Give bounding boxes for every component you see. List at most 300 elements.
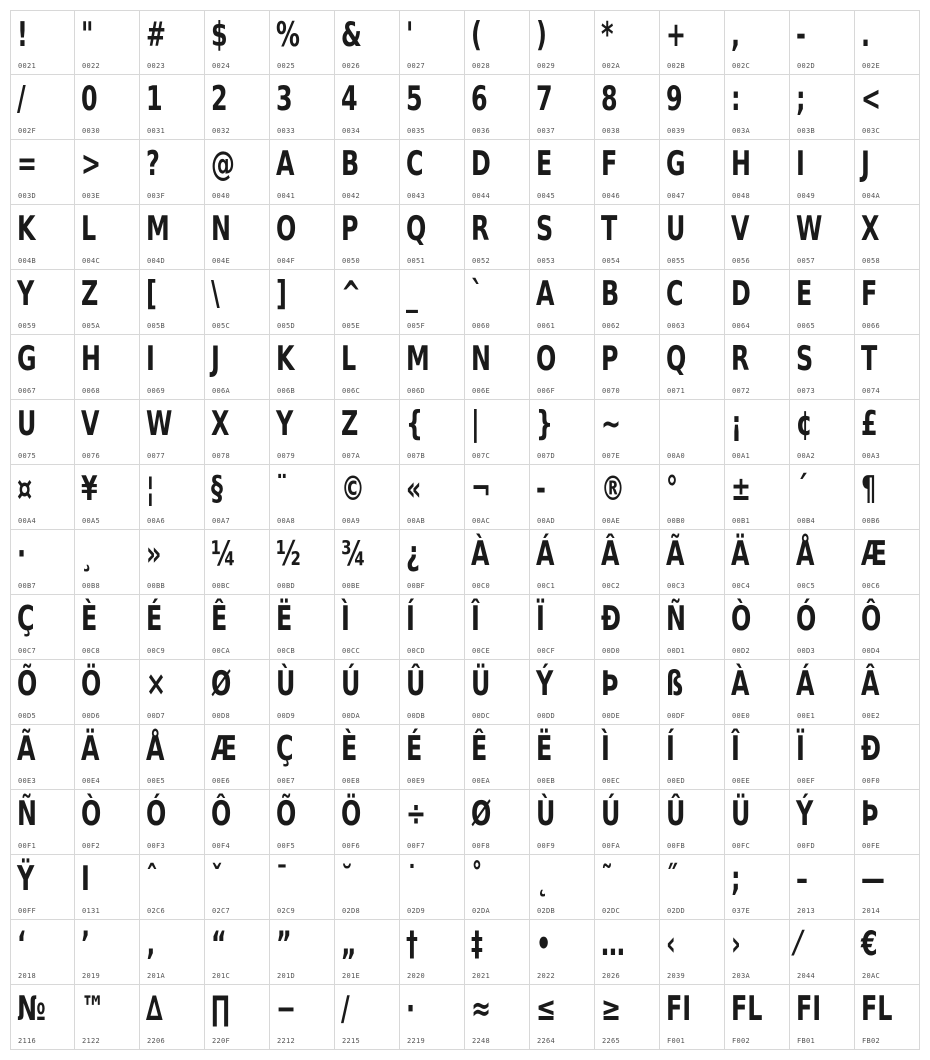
glyph-sample: » [146,534,162,574]
glyph-codepoint: 2212 [277,1037,296,1045]
glyph-cell [725,725,790,790]
glyph-codepoint: 00A9 [342,517,361,525]
glyph-cell [595,660,660,725]
glyph-cell [10,400,75,465]
glyph-codepoint: 00F1 [18,842,37,850]
glyph-codepoint: 00B0 [667,517,686,525]
glyph-sample: ¥ [81,469,98,509]
glyph-cell [140,10,205,75]
glyph-cell [270,530,335,595]
glyph-codepoint: 2018 [18,972,37,980]
glyph-sample: T [601,209,618,249]
glyph-sample: FI [796,989,822,1029]
glyph-sample: Ç [17,599,35,639]
glyph-codepoint: 0035 [407,127,426,135]
glyph-sample: J [211,339,220,379]
glyph-sample: 5 [406,79,423,119]
glyph-codepoint: 0060 [472,322,491,330]
glyph-codepoint: FB01 [797,1037,816,1045]
glyph-codepoint: 0024 [212,62,231,70]
glyph-cell [75,335,140,400]
glyph-cell [400,660,465,725]
glyph-codepoint: 037E [732,907,751,915]
glyph-sample: ¿ [406,534,420,574]
glyph-codepoint: 0041 [277,192,296,200]
glyph-cell [595,270,660,335]
glyph-codepoint: 0064 [732,322,751,330]
glyph-sample: Ø [211,664,232,704]
glyph-cell [725,920,790,985]
glyph-sample: P [601,339,619,379]
glyph-codepoint: 00C0 [472,582,491,590]
glyph-sample: F [601,144,618,184]
glyph-codepoint: 002E [862,62,881,70]
glyph-cell [205,140,270,205]
glyph-codepoint: 007A [342,452,361,460]
glyph-codepoint: 00C7 [18,647,37,655]
glyph-sample: J [861,144,870,184]
glyph-sample: , [731,15,741,55]
glyph-cell [140,855,205,920]
glyph-codepoint: 00FF [18,907,37,915]
glyph-cell [530,855,595,920]
glyph-codepoint: 0058 [862,257,881,265]
glyph-cell [790,920,855,985]
glyph-codepoint: 00BB [147,582,166,590]
glyph-cell [75,75,140,140]
glyph-codepoint: 2215 [342,1037,361,1045]
glyph-codepoint: 00DA [342,712,361,720]
glyph-codepoint: 0044 [472,192,491,200]
glyph-sample: ‹ [666,924,676,964]
glyph-codepoint: 006B [277,387,296,395]
glyph-codepoint: 0045 [537,192,556,200]
glyph-codepoint: 0070 [602,387,621,395]
glyph-sample: E [536,144,553,184]
glyph-cell [335,725,400,790]
glyph-cell [270,725,335,790]
glyph-codepoint: 20AC [862,972,881,980]
glyph-cell [335,465,400,530]
glyph-codepoint: 00FC [732,842,751,850]
glyph-codepoint: 00F7 [407,842,426,850]
glyph-cell [10,595,75,660]
glyph-codepoint: 00E2 [862,712,881,720]
glyph-codepoint: 00E7 [277,777,296,785]
glyph-sample: Â [861,664,880,704]
glyph-sample: S [536,209,554,249]
glyph-codepoint: 2265 [602,1037,621,1045]
glyph-sample: Ñ [666,599,686,639]
glyph-cell [725,595,790,660]
glyph-codepoint: 00AE [602,517,621,525]
glyph-codepoint: 0054 [602,257,621,265]
glyph-cell [270,790,335,855]
glyph-cell [75,790,140,855]
glyph-codepoint: 0074 [862,387,881,395]
glyph-cell [660,400,725,465]
glyph-cell [140,725,205,790]
glyph-sample: T [861,339,878,379]
glyph-sample: Đ [601,599,621,639]
glyph-cell [10,270,75,335]
glyph-cell [725,985,790,1050]
glyph-sample: < [861,79,881,119]
glyph-cell [140,335,205,400]
glyph-codepoint: 02D8 [342,907,361,915]
glyph-codepoint: 00DE [602,712,621,720]
glyph-codepoint: 00BE [342,582,361,590]
glyph-sample: ≤ [536,989,556,1029]
glyph-codepoint: 004C [82,257,101,265]
glyph-cell [335,660,400,725]
glyph-cell [10,75,75,140]
glyph-codepoint: 0079 [277,452,296,460]
glyph-codepoint: 02DC [602,907,621,915]
glyph-cell [270,335,335,400]
glyph-cell [140,595,205,660]
glyph-cell [465,465,530,530]
glyph-sample: ¨ [276,469,288,509]
glyph-sample: É [146,599,163,639]
glyph-codepoint: 007B [407,452,426,460]
glyph-codepoint: 0131 [82,907,101,915]
glyph-codepoint: 2014 [862,907,881,915]
glyph-cell [660,10,725,75]
glyph-cell [75,10,140,75]
glyph-sample: ] [276,274,287,314]
glyph-codepoint: 0021 [18,62,37,70]
glyph-codepoint: 0051 [407,257,426,265]
glyph-cell [660,335,725,400]
glyph-sample: C [406,144,424,184]
glyph-sample: ” [276,924,292,964]
glyph-cell [725,855,790,920]
glyph-codepoint: 00C3 [667,582,686,590]
glyph-cell [595,335,660,400]
glyph-codepoint: 00D3 [797,647,816,655]
glyph-sample: ˜ [601,859,613,899]
glyph-codepoint: 004A [862,192,881,200]
glyph-codepoint: 2116 [18,1037,37,1045]
glyph-sample: / [17,79,26,119]
glyph-cell [335,595,400,660]
glyph-codepoint: 0065 [797,322,816,330]
glyph-sample: № [17,989,46,1029]
glyph-sample: Ò [81,794,102,834]
glyph-cell [400,595,465,660]
glyph-cell [140,530,205,595]
glyph-sample: ‚ [146,924,156,964]
glyph-sample: K [276,339,295,379]
glyph-cell [270,205,335,270]
glyph-codepoint: 00A0 [667,452,686,460]
glyph-sample: Ô [861,599,882,639]
glyph-codepoint: 2206 [147,1037,166,1045]
glyph-sample: > [81,144,101,184]
glyph-codepoint: 0043 [407,192,426,200]
glyph-sample: ˝ [666,859,678,899]
glyph-sample: — [861,859,885,899]
glyph-sample: ™ [81,989,105,1029]
glyph-sample: Ô [211,794,232,834]
glyph-sample: Y [276,404,294,444]
glyph-sample: „ [341,924,357,964]
glyph-codepoint: 201C [212,972,231,980]
glyph-cell [855,725,920,790]
glyph-sample: O [276,209,297,249]
glyph-grid [10,10,920,1050]
glyph-cell [205,75,270,140]
glyph-codepoint: 0023 [147,62,166,70]
glyph-sample: W [796,209,823,249]
glyph-codepoint: 00F8 [472,842,491,850]
glyph-codepoint: 004D [147,257,166,265]
glyph-cell [530,985,595,1050]
glyph-cell [790,465,855,530]
glyph-cell [530,725,595,790]
glyph-sample: Î [731,729,740,769]
glyph-codepoint: 00D4 [862,647,881,655]
glyph-cell [530,335,595,400]
glyph-cell [335,530,400,595]
glyph-cell [140,790,205,855]
glyph-codepoint: 005D [277,322,296,330]
glyph-cell [10,725,75,790]
glyph-codepoint: 0027 [407,62,426,70]
glyph-cell [10,140,75,205]
glyph-cell [530,660,595,725]
glyph-sample: ˙ [406,859,418,899]
glyph-sample: ∆ [146,989,163,1029]
glyph-sample: Þ [861,794,879,834]
glyph-cell [465,270,530,335]
glyph-cell [465,595,530,660]
glyph-cell [205,530,270,595]
glyph-codepoint: 00A8 [277,517,296,525]
glyph-codepoint: 00BD [277,582,296,590]
glyph-sample: V [731,209,750,249]
glyph-codepoint: 00AC [472,517,491,525]
glyph-codepoint: 007C [472,452,491,460]
glyph-sample: Z [81,274,99,314]
glyph-cell [530,140,595,205]
glyph-codepoint: 00EC [602,777,621,785]
glyph-codepoint: 0062 [602,322,621,330]
glyph-sample: Ó [146,794,167,834]
glyph-codepoint: 006A [212,387,231,395]
glyph-cell [75,205,140,270]
glyph-codepoint: 0066 [862,322,881,330]
glyph-cell [270,270,335,335]
glyph-cell [530,530,595,595]
glyph-cell [400,140,465,205]
glyph-sample: . [861,15,871,55]
glyph-codepoint: 00A1 [732,452,751,460]
glyph-sample: S [796,339,814,379]
glyph-sample: Æ [211,729,237,769]
glyph-cell [270,400,335,465]
glyph-sample: ¡ [731,404,742,444]
glyph-cell [660,790,725,855]
glyph-sample: G [666,144,686,184]
glyph-codepoint: 0042 [342,192,361,200]
glyph-codepoint: 00B8 [82,582,101,590]
glyph-sample: ∏ [211,989,230,1029]
glyph-codepoint: 00C1 [537,582,556,590]
glyph-sample: Ý [536,664,554,704]
glyph-codepoint: 201E [342,972,361,980]
glyph-sample: V [81,404,100,444]
glyph-sample: ’ [81,924,91,964]
glyph-cell [855,10,920,75]
glyph-cell [465,985,530,1050]
glyph-codepoint: 00C5 [797,582,816,590]
glyph-codepoint: 0031 [147,127,166,135]
glyph-cell [595,595,660,660]
glyph-cell [855,920,920,985]
glyph-cell [660,530,725,595]
glyph-cell [270,75,335,140]
glyph-codepoint: 00F9 [537,842,556,850]
glyph-cell [75,595,140,660]
glyph-sample: Ü [471,664,491,704]
glyph-codepoint: 00E5 [147,777,166,785]
glyph-cell [595,725,660,790]
glyph-codepoint: 004F [277,257,296,265]
glyph-cell [205,205,270,270]
glyph-cell [335,205,400,270]
glyph-codepoint: 00C2 [602,582,621,590]
glyph-codepoint: 00D2 [732,647,751,655]
glyph-codepoint: 2022 [537,972,556,980]
glyph-codepoint: 007D [537,452,556,460]
glyph-sample: P [341,209,359,249]
glyph-cell [530,790,595,855]
glyph-codepoint: 0067 [18,387,37,395]
glyph-sample: 3 [276,79,293,119]
glyph-sample: G [17,339,37,379]
glyph-cell [595,855,660,920]
glyph-sample: Ù [276,664,296,704]
glyph-cell [530,205,595,270]
glyph-sample: Ñ [17,794,37,834]
glyph-cell [595,920,660,985]
glyph-cell [790,75,855,140]
glyph-sample: \ [211,274,220,314]
glyph-cell [270,855,335,920]
glyph-cell [140,75,205,140]
glyph-cell [400,270,465,335]
glyph-sample: Ï [796,729,805,769]
glyph-codepoint: 00F6 [342,842,361,850]
glyph-codepoint: 201A [147,972,166,980]
glyph-cell [790,660,855,725]
glyph-codepoint: F001 [667,1037,686,1045]
glyph-codepoint: 0077 [147,452,166,460]
glyph-sample: Í [406,599,415,639]
glyph-cell [725,270,790,335]
glyph-cell [660,140,725,205]
glyph-codepoint: 002C [732,62,751,70]
glyph-cell [270,660,335,725]
glyph-cell [400,335,465,400]
glyph-sample: Ì [341,599,350,639]
glyph-cell [465,140,530,205]
glyph-codepoint: 2019 [82,972,101,980]
glyph-sample: Ï [536,599,545,639]
glyph-codepoint: 005A [82,322,101,330]
glyph-codepoint: 003E [82,192,101,200]
glyph-sample: Å [796,534,815,574]
glyph-sample: ¦ [146,469,155,509]
glyph-codepoint: 00D7 [147,712,166,720]
glyph-sample: Æ [861,534,887,574]
glyph-sample: Đ [861,729,881,769]
glyph-cell [595,985,660,1050]
glyph-sample: X [211,404,230,444]
glyph-sample: E [796,274,813,314]
glyph-sample: Ÿ [17,859,35,899]
glyph-sample: ¢ [796,404,813,444]
glyph-cell [400,790,465,855]
glyph-sample: ´ [796,469,808,509]
glyph-sample: À [471,534,490,574]
glyph-cell [855,400,920,465]
glyph-cell [855,660,920,725]
glyph-sample: ⁄ [796,924,800,964]
glyph-cell [400,465,465,530]
glyph-codepoint: 002F [18,127,37,135]
glyph-cell [465,335,530,400]
glyph-cell [335,855,400,920]
glyph-cell [595,400,660,465]
glyph-cell [725,465,790,530]
glyph-codepoint: 007E [602,452,621,460]
glyph-sample: 6 [471,79,488,119]
glyph-sample: ? [146,144,160,184]
glyph-codepoint: 00C6 [862,582,881,590]
glyph-codepoint: 005C [212,322,231,330]
glyph-sample: ¸ [81,534,93,574]
glyph-cell [465,205,530,270]
glyph-cell [205,10,270,75]
glyph-codepoint: 00A3 [862,452,881,460]
glyph-sample: Þ [601,664,619,704]
glyph-codepoint: 006F [537,387,556,395]
glyph-cell [205,790,270,855]
glyph-cell [595,205,660,270]
glyph-sample: Ò [731,599,752,639]
glyph-codepoint: 0029 [537,62,556,70]
glyph-sample: Ë [276,599,293,639]
glyph-codepoint: 00B1 [732,517,751,525]
glyph-cell [205,400,270,465]
glyph-sample: Y [17,274,35,314]
glyph-sample: L [341,339,357,379]
glyph-sample: W [146,404,173,444]
glyph-sample: « [406,469,422,509]
glyph-cell [725,660,790,725]
glyph-cell [660,660,725,725]
glyph-cell [530,920,595,985]
glyph-sample: ( [471,15,482,55]
glyph-sample: U [666,209,686,249]
glyph-codepoint: 0076 [82,452,101,460]
glyph-sample: [ [146,274,157,314]
glyph-codepoint: 0034 [342,127,361,135]
glyph-sample: ! [17,15,28,55]
